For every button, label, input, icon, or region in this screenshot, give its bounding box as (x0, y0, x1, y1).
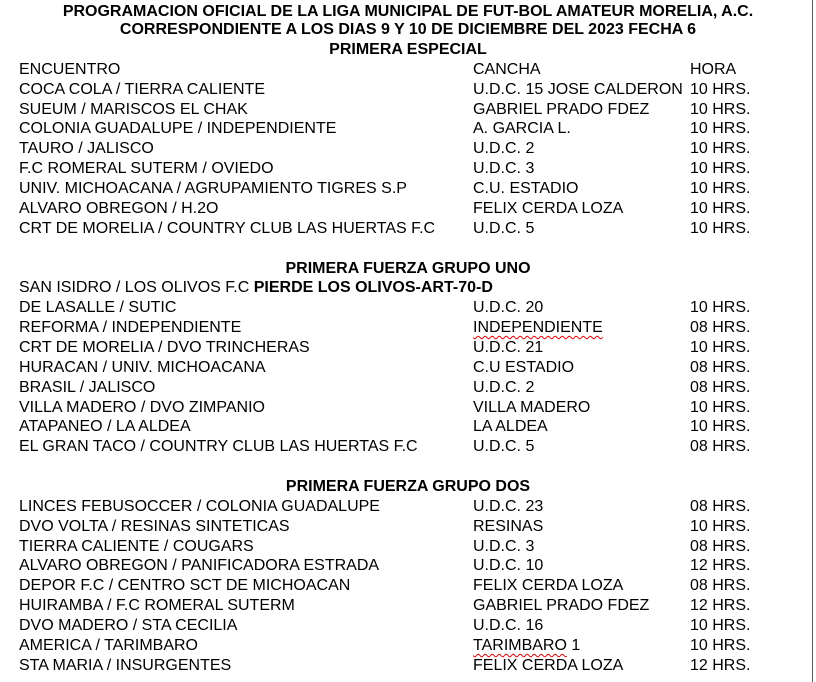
cancha-cell: U.D.C. 20 (473, 299, 544, 317)
match-row (0, 616, 816, 636)
spellcheck-flagged-word: INDEPENDIENTE (473, 319, 603, 337)
cancha-cell: U.D.C. 23 (473, 497, 544, 515)
encuentro-cell: F.C ROMERAL SUTERM / OVIEDO (19, 160, 274, 178)
cancha-cell: A. GARCIA L. (473, 120, 571, 138)
cancha-cell: RESINAS (473, 517, 544, 535)
hora-cell: 12 HRS. (690, 656, 751, 674)
cancha-cell: C.U ESTADIO (473, 358, 575, 376)
document-title: PROGRAMACION OFICIAL DE LA LIGA MUNICIPAL DE FUT-BOL AMATEUR MORELIA, A.C. (62, 3, 754, 21)
hora-cell: 10 HRS. (690, 418, 751, 436)
cancha-cell: TARIMBARO 1 (473, 636, 581, 654)
hora-cell: 10 HRS. (690, 160, 751, 178)
hora-cell: 10 HRS. (690, 299, 751, 317)
hora-cell: 10 HRS. (690, 140, 751, 158)
encuentro-cell: DVO MADERO / STA CECILIA (19, 616, 238, 634)
match-row (0, 100, 816, 120)
hora-cell: 12 HRS. (690, 557, 751, 575)
cancha-cell: U.D.C. 3 (473, 160, 535, 178)
encuentro-cell: BRASIL / JALISCO (19, 378, 156, 396)
hora-cell: 10 HRS. (690, 219, 751, 237)
column-header-row (0, 60, 816, 80)
match-row (0, 398, 816, 418)
encuentro-cell: ALVARO OBREGON / H.2O (19, 199, 219, 217)
match-row (0, 219, 816, 239)
document-subtitle: CORRESPONDIENTE A LOS DIAS 9 Y 10 DE DICIEMBRE DEL 2023 FECHA 6 (119, 21, 697, 39)
match-row (0, 179, 816, 199)
schedule-section (0, 259, 816, 458)
match-row (0, 497, 816, 517)
encuentro-cell: CRT DE MORELIA / DVO TRINCHERAS (19, 338, 310, 356)
hora-cell: 08 HRS. (690, 497, 751, 515)
encuentro-cell: COCA COLA / TIERRA CALIENTE (19, 80, 265, 98)
forfeit-note: PIERDE LOS OLIVOS-ART-70-D (253, 279, 493, 297)
column-header-hora: HORA (690, 60, 737, 78)
encuentro-cell: CRT DE MORELIA / COUNTRY CLUB LAS HUERTAS F.C (19, 219, 436, 237)
match-row (0, 119, 816, 139)
hora-cell: 08 HRS. (690, 577, 751, 595)
match-row (0, 596, 816, 616)
match-row (0, 338, 816, 358)
match-row (0, 537, 816, 557)
match-row (0, 139, 816, 159)
encuentro-cell: VILLA MADERO / DVO ZIMPANIO (19, 398, 265, 416)
match-row (0, 656, 816, 676)
cancha-cell: U.D.C. 21 (473, 338, 544, 356)
match-row (0, 556, 816, 576)
match-row (0, 298, 816, 318)
column-header-cancha: CANCHA (473, 60, 541, 78)
cancha-cell (473, 318, 690, 338)
encuentro-cell: STA MARIA / INSURGENTES (19, 656, 232, 674)
schedule-section (0, 477, 816, 676)
match-row (0, 199, 816, 219)
match-row (0, 517, 816, 537)
encuentro-cell: ALVARO OBREGON / PANIFICADORA ESTRADA (19, 557, 380, 575)
hora-cell: 08 HRS. (690, 438, 751, 456)
cancha-cell: FELIX CERDA LOZA (473, 199, 624, 217)
forfeit-row (0, 278, 816, 298)
encuentro-cell: TIERRA CALIENTE / COUGARS (19, 537, 254, 555)
encuentro-cell: HUIRAMBA / F.C ROMERAL SUTERM (19, 597, 295, 615)
cancha-cell: C.U. ESTADIO (473, 180, 579, 198)
encuentro-cell: DE LASALLE / SUTIC (19, 299, 177, 317)
section-title: PRIMERA FUERZA GRUPO DOS (285, 477, 531, 495)
hora-cell: 10 HRS. (690, 636, 751, 654)
match-row (0, 437, 816, 457)
match-row (0, 159, 816, 179)
hora-cell: 10 HRS. (690, 398, 751, 416)
encuentro-cell: REFORMA / INDEPENDIENTE (19, 319, 242, 337)
match-row (0, 576, 816, 596)
hora-cell: 08 HRS. (690, 537, 751, 555)
schedule-section (0, 40, 816, 239)
schedule-sections (0, 40, 816, 676)
hora-cell: 10 HRS. (690, 100, 751, 118)
encuentro-cell: TAURO / JALISCO (19, 140, 154, 158)
encuentro-cell: UNIV. MICHOACANA / AGRUPAMIENTO TIGRES S.P (19, 180, 407, 198)
hora-cell: 10 HRS. (690, 338, 751, 356)
encuentro-cell: ATAPANEO / LA ALDEA (19, 418, 191, 436)
encuentro-cell: LINCES FEBUSOCCER / COLONIA GUADALUPE (19, 497, 380, 515)
match-row (0, 80, 816, 100)
hora-cell: 10 HRS. (690, 80, 751, 98)
cancha-cell: U.D.C. 2 (473, 378, 535, 396)
hora-cell: 08 HRS. (690, 378, 751, 396)
spellcheck-flagged-word: TARIMBARO (473, 636, 567, 654)
cancha-cell: U.D.C. 10 (473, 557, 544, 575)
match-row (0, 358, 816, 378)
match-row (0, 318, 816, 338)
cancha-cell: U.D.C. 16 (473, 616, 544, 634)
cancha-cell: GABRIEL PRADO FDEZ (473, 100, 650, 118)
encuentro-cell: DVO VOLTA / RESINAS SINTETICAS (19, 517, 290, 535)
encuentro-cell: HURACAN / UNIV. MICHOACANA (19, 358, 266, 376)
hora-cell: 08 HRS. (690, 358, 751, 376)
forfeit-match: SAN ISIDRO / LOS OLIVOS F.C (19, 279, 250, 297)
match-row (0, 636, 816, 656)
column-header-encuentro: ENCUENTRO (19, 60, 121, 78)
cancha-cell: FELIX CERDA LOZA (473, 656, 624, 674)
match-row (0, 417, 816, 437)
match-row (0, 378, 816, 398)
hora-cell: 10 HRS. (690, 199, 751, 217)
hora-cell: 12 HRS. (690, 597, 751, 615)
cancha-cell: U.D.C. 5 (473, 219, 535, 237)
section-title: PRIMERA FUERZA GRUPO UNO (285, 259, 531, 277)
encuentro-cell: AMERICA / TARIMBARO (19, 636, 198, 654)
cancha-cell: GABRIEL PRADO FDEZ (473, 597, 650, 615)
hora-cell: 10 HRS. (690, 616, 751, 634)
encuentro-cell: SUEUM / MARISCOS EL CHAK (19, 100, 248, 118)
cancha-cell: LA ALDEA (473, 418, 548, 436)
cancha-cell: U.D.C. 5 (473, 438, 535, 456)
encuentro-cell: EL GRAN TACO / COUNTRY CLUB LAS HUERTAS F.C (19, 438, 418, 456)
hora-cell: 10 HRS. (690, 180, 751, 198)
forfeit-cell (19, 278, 493, 298)
cancha-cell: U.D.C. 2 (473, 140, 535, 158)
section-title: PRIMERA ESPECIAL (329, 41, 487, 59)
hora-cell: 10 HRS. (690, 517, 751, 535)
cancha-cell: U.D.C. 3 (473, 537, 535, 555)
encuentro-cell: COLONIA GUADALUPE / INDEPENDIENTE (19, 120, 337, 138)
hora-cell: 10 HRS. (690, 120, 751, 138)
cancha-cell: FELIX CERDA LOZA (473, 577, 624, 595)
encuentro-cell: DEPOR F.C / CENTRO SCT DE MICHOACAN (19, 577, 351, 595)
cancha-cell: U.D.C. 15 JOSE CALDERON (473, 80, 683, 98)
cancha-cell: VILLA MADERO (473, 398, 591, 416)
hora-cell: 08 HRS. (690, 319, 751, 337)
page-edge-line (812, 0, 813, 682)
